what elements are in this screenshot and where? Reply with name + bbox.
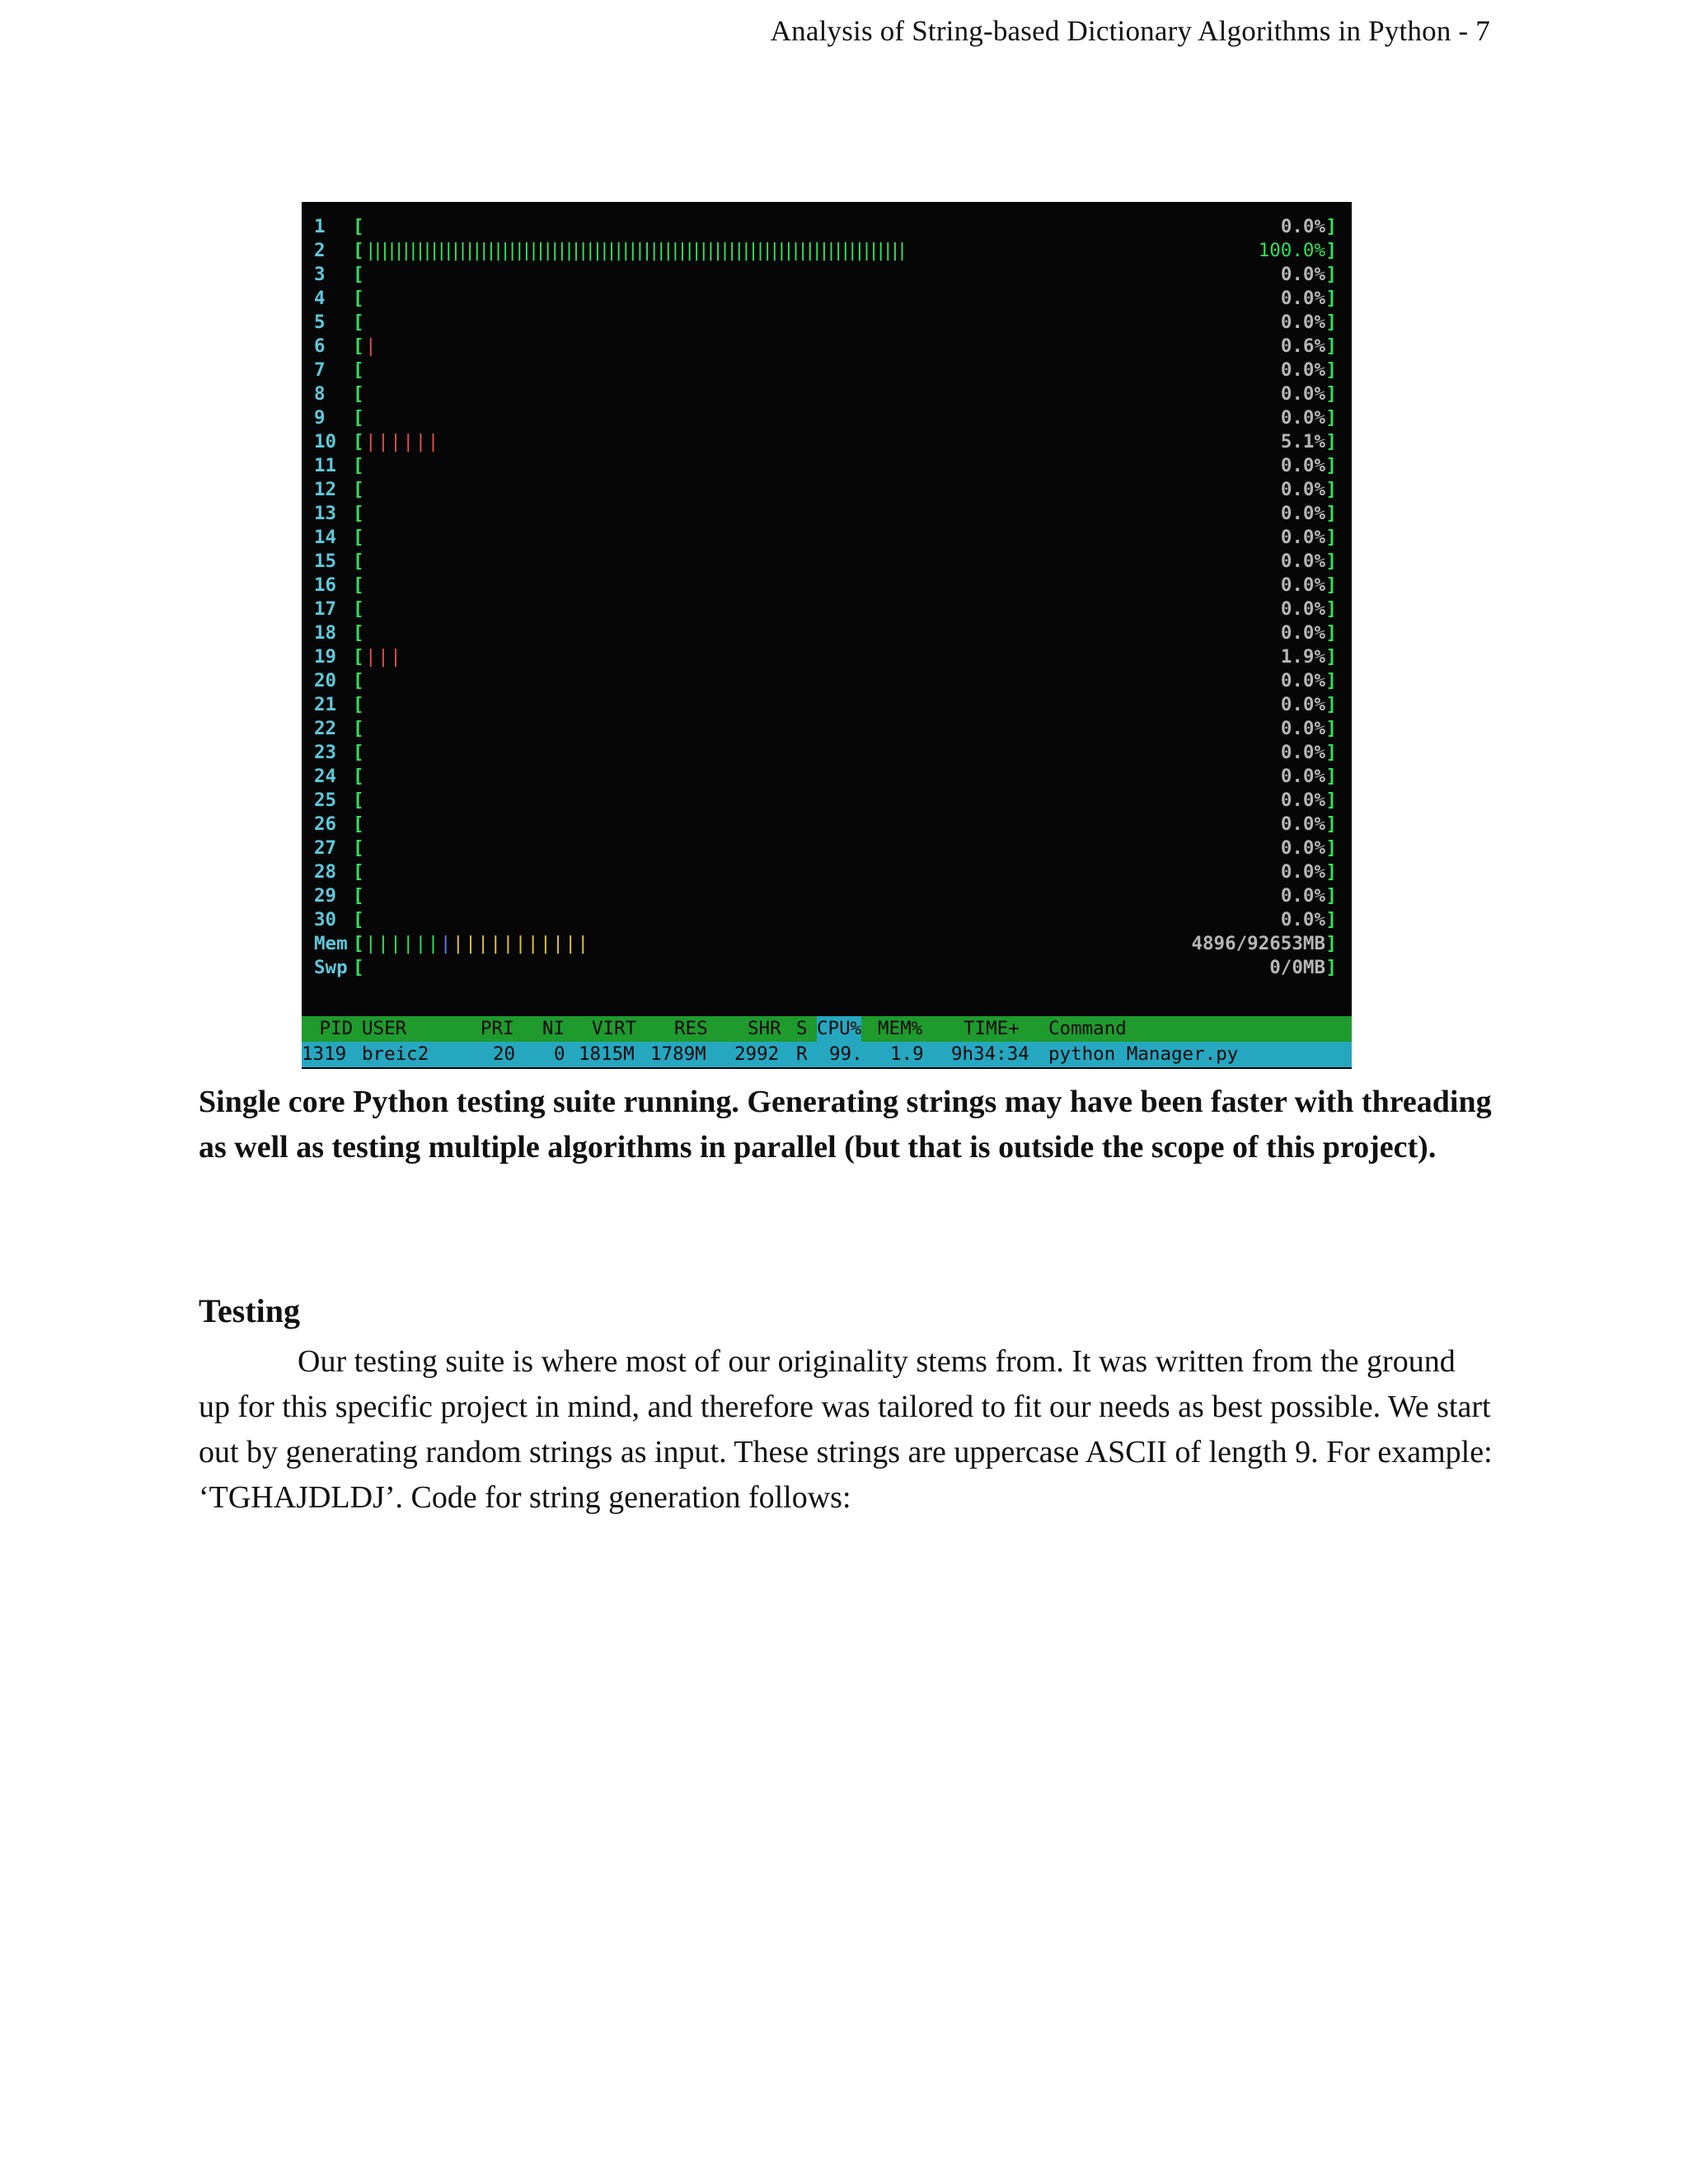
meter-open-bracket: [ <box>353 742 364 763</box>
section-title: Testing <box>199 1292 301 1329</box>
process-cpu: 99. <box>829 1043 863 1065</box>
process-command: python Manager.py <box>1048 1043 1239 1065</box>
cpu-meter-value: 0.0% <box>1280 455 1325 476</box>
cpu-meter-row <box>302 215 1352 239</box>
cpu-meter-value: 0.0% <box>1280 909 1325 930</box>
cpu-meter-value: 1.9% <box>1280 646 1325 668</box>
cpu-meter-row <box>302 359 1352 382</box>
meter-close-bracket: ] <box>1325 766 1337 787</box>
column-virt: VIRT <box>592 1018 637 1039</box>
cpu-meter-label: 17 <box>314 598 337 620</box>
meter-close-bracket: ] <box>1325 718 1337 739</box>
meter-open-bracket: [ <box>353 694 364 715</box>
swap-meter <box>302 956 1352 980</box>
cpu-meter-row <box>302 741 1352 765</box>
meter-open-bracket: [ <box>353 240 364 261</box>
meter-open-bracket: [ <box>353 766 364 787</box>
cpu-meter-label: 2 <box>314 240 326 261</box>
memory-meter-value: 4896/92653MB <box>1191 933 1325 954</box>
cpu-meter-row <box>302 765 1352 789</box>
meter-open-bracket: [ <box>353 622 364 644</box>
column-shr: SHR <box>748 1018 781 1039</box>
figure-caption: Single core Python testing suite running. Generating strings may have been faster with threading as well as testing multiple algorithms in parallel (but that is outside the scope of this project). <box>199 1085 1492 1165</box>
meter-open-bracket: [ <box>353 957 364 978</box>
cpu-meter-value: 0.0% <box>1280 288 1325 309</box>
column-time: TIME+ <box>964 1018 1020 1039</box>
meter-open-bracket: [ <box>353 335 364 357</box>
meter-close-bracket: ] <box>1325 335 1337 357</box>
meter-close-bracket: ] <box>1325 407 1337 429</box>
cpu-meter-row <box>302 382 1352 406</box>
cpu-meter-row <box>302 550 1352 574</box>
meter-close-bracket: ] <box>1325 455 1337 476</box>
cpu-meter-value: 0.0% <box>1280 574 1325 596</box>
meter-open-bracket: [ <box>353 264 364 285</box>
meter-open-bracket: [ <box>353 790 364 811</box>
cpu-meter-value: 0.0% <box>1280 527 1325 548</box>
meter-close-bracket: ] <box>1325 551 1337 572</box>
cpu-meter-label: 25 <box>314 790 337 811</box>
meter-close-bracket: ] <box>1325 622 1337 644</box>
meter-open-bracket: [ <box>353 503 364 524</box>
cpu-meter-value: 0.0% <box>1280 407 1325 429</box>
cpu-meter-row <box>302 669 1352 693</box>
body-paragraph: Our testing suite is where most of our originality stems from. It was written from the ground up for this specific project in mind, and therefore was tailored to fit our needs as best possible. We start out by generating random strings as input. These strings are uppercase ASCII of length 9. For example: ‘TGHAJDLDJ’. Code for string generation follows: <box>199 1344 1493 1515</box>
cpu-meter-bars: |||||| <box>365 431 440 452</box>
meter-open-bracket: [ <box>353 909 364 930</box>
meter-close-bracket: ] <box>1325 479 1337 500</box>
process-user: breic2 <box>362 1043 429 1065</box>
meter-close-bracket: ] <box>1325 264 1337 285</box>
meter-open-bracket: [ <box>353 551 364 572</box>
cpu-meter-row <box>302 574 1352 598</box>
meter-close-bracket: ] <box>1325 240 1337 261</box>
meter-open-bracket: [ <box>353 813 364 835</box>
cpu-meter-value: 0.0% <box>1280 790 1325 811</box>
cpu-meter-row <box>302 598 1352 621</box>
cpu-meter-label: 6 <box>314 335 326 357</box>
meter-close-bracket: ] <box>1325 598 1337 620</box>
memory-meter-label: Mem <box>314 933 348 954</box>
meter-open-bracket: [ <box>353 670 364 691</box>
cpu-meter-row <box>302 645 1352 669</box>
cpu-meter-value: 0.0% <box>1280 598 1325 620</box>
cpu-meter-row <box>302 908 1352 932</box>
cpu-meter-value: 0.0% <box>1280 622 1325 644</box>
cpu-meter-bars: | <box>365 335 378 357</box>
process-shr: 2992 <box>734 1043 780 1065</box>
meter-close-bracket: ] <box>1325 574 1337 596</box>
cpu-meter-value: 0.0% <box>1280 479 1325 500</box>
meter-open-bracket: [ <box>353 718 364 739</box>
meter-close-bracket: ] <box>1325 670 1337 691</box>
meter-close-bracket: ] <box>1325 312 1337 333</box>
cpu-meter-value: 0.6% <box>1280 335 1325 357</box>
meter-open-bracket: [ <box>353 646 364 668</box>
memory-bar-segment: ||||||||||| <box>452 933 590 954</box>
column-res: RES <box>674 1018 708 1039</box>
meter-close-bracket: ] <box>1325 527 1337 548</box>
cpu-meter-row <box>302 789 1352 813</box>
process-time: 9h34:34 <box>951 1043 1029 1065</box>
cpu-meter-label: 29 <box>314 885 337 907</box>
cpu-meter-row <box>302 837 1352 860</box>
meter-close-bracket: ] <box>1325 288 1337 309</box>
column-ni: NI <box>542 1018 565 1039</box>
meter-close-bracket: ] <box>1325 837 1337 859</box>
cpu-meter-row <box>302 478 1352 502</box>
meter-open-bracket: [ <box>353 216 364 237</box>
meter-close-bracket: ] <box>1325 861 1337 883</box>
column-user: USER <box>362 1018 407 1039</box>
cpu-meter-row <box>302 311 1352 335</box>
meter-open-bracket: [ <box>353 407 364 429</box>
cpu-meter-value: 0.0% <box>1280 216 1325 237</box>
cpu-meter-bars: |||||||||||||||||||||||||||||||||||||||||||||||||||||||||||||||||||||||||||| <box>365 240 904 261</box>
meter-close-bracket: ] <box>1325 216 1337 237</box>
cpu-meter-label: 11 <box>314 455 337 476</box>
meter-close-bracket: ] <box>1325 933 1337 954</box>
cpu-meter-row <box>302 430 1352 454</box>
cpu-meter-value: 0.0% <box>1280 885 1325 907</box>
process-state: R <box>796 1043 808 1065</box>
cpu-meter-row <box>302 526 1352 550</box>
meter-close-bracket: ] <box>1325 431 1337 452</box>
cpu-meter-label: 13 <box>314 503 337 524</box>
cpu-meter-value: 0.0% <box>1280 837 1325 859</box>
cpu-meter-label: 8 <box>314 383 326 405</box>
cpu-meter-value: 0.0% <box>1280 766 1325 787</box>
meter-close-bracket: ] <box>1325 742 1337 763</box>
cpu-meter-value: 5.1% <box>1280 431 1325 452</box>
cpu-meter-row <box>302 860 1352 884</box>
meter-close-bracket: ] <box>1325 646 1337 668</box>
meter-close-bracket: ] <box>1325 503 1337 524</box>
meter-close-bracket: ] <box>1325 359 1337 381</box>
cpu-meter-label: 14 <box>314 527 337 548</box>
cpu-meter-value: 100.0% <box>1258 240 1325 261</box>
cpu-meter-label: 19 <box>314 646 337 668</box>
cpu-meter-row <box>302 621 1352 645</box>
memory-meter-bars <box>365 932 590 956</box>
cpu-meter-label: 28 <box>314 861 337 883</box>
cpu-meter-bars: ||| <box>365 646 403 668</box>
meter-open-bracket: [ <box>353 359 364 381</box>
meter-close-bracket: ] <box>1325 383 1337 405</box>
cpu-meter-label: 15 <box>314 551 337 572</box>
cpu-meter-value: 0.0% <box>1280 264 1325 285</box>
meter-open-bracket: [ <box>353 527 364 548</box>
column-cpu: CPU% <box>817 1016 861 1042</box>
column-pid: PID <box>308 1018 354 1039</box>
cpu-meter-label: 5 <box>314 312 326 333</box>
cpu-meter-label: 30 <box>314 909 337 930</box>
memory-meter <box>302 932 1352 956</box>
cpu-meter-label: 26 <box>314 813 337 835</box>
meter-open-bracket: [ <box>353 574 364 596</box>
column-pri: PRI <box>481 1018 514 1039</box>
cpu-meter-value: 0.0% <box>1280 312 1325 333</box>
meter-open-bracket: [ <box>353 479 364 500</box>
cpu-meter-row <box>302 813 1352 837</box>
cpu-meter-label: 27 <box>314 837 337 859</box>
cpu-meter-label: 9 <box>314 407 326 429</box>
meter-open-bracket: [ <box>353 455 364 476</box>
cpu-meter-label: 1 <box>314 216 326 237</box>
cpu-meter-value: 0.0% <box>1280 694 1325 715</box>
meter-open-bracket: [ <box>353 312 364 333</box>
process-ni: 0 <box>554 1043 565 1065</box>
cpu-meter-value: 0.0% <box>1280 551 1325 572</box>
cpu-meter-value: 0.0% <box>1280 359 1325 381</box>
meter-close-bracket: ] <box>1325 885 1337 907</box>
column-command: Command <box>1048 1018 1127 1039</box>
cpu-meter-row <box>302 335 1352 359</box>
cpu-meter-value: 0.0% <box>1280 383 1325 405</box>
process-mem: 1.9 <box>890 1043 924 1065</box>
column-state: S <box>796 1018 808 1039</box>
cpu-meter-label: 10 <box>314 431 337 452</box>
memory-bar-segment: | <box>439 933 453 954</box>
meter-open-bracket: [ <box>353 431 364 452</box>
cpu-meter-row <box>302 263 1352 287</box>
cpu-meter-row <box>302 406 1352 430</box>
cpu-meter-label: 22 <box>314 718 337 739</box>
swap-meter-label: Swp <box>314 957 348 978</box>
process-pri: 20 <box>493 1043 516 1065</box>
process-virt: 1815M <box>579 1043 635 1065</box>
process-row[interactable] <box>302 1042 1352 1067</box>
cpu-meter-row <box>302 693 1352 717</box>
cpu-meter-label: 20 <box>314 670 337 691</box>
cpu-meter-value: 0.0% <box>1280 813 1325 835</box>
cpu-meter-label: 3 <box>314 264 326 285</box>
meter-open-bracket: [ <box>353 861 364 883</box>
meter-open-bracket: [ <box>353 885 364 907</box>
meter-close-bracket: ] <box>1325 694 1337 715</box>
process-res: 1789M <box>650 1043 706 1065</box>
process-pid: 1319 <box>302 1043 347 1065</box>
process-table-header <box>302 1016 1352 1042</box>
meter-open-bracket: [ <box>353 598 364 620</box>
cpu-meter-row <box>302 502 1352 526</box>
swap-meter-value: 0/0MB <box>1269 957 1325 978</box>
cpu-meter-label: 21 <box>314 694 337 715</box>
cpu-meter-value: 0.0% <box>1280 503 1325 524</box>
cpu-meter-value: 0.0% <box>1280 742 1325 763</box>
cpu-meter-label: 4 <box>314 288 326 309</box>
htop-screenshot <box>302 202 1352 1069</box>
cpu-meter-row <box>302 287 1352 311</box>
cpu-meter-row <box>302 239 1352 263</box>
meter-open-bracket: [ <box>353 933 364 954</box>
column-mem: MEM% <box>878 1018 923 1039</box>
meter-close-bracket: ] <box>1325 909 1337 930</box>
cpu-meter-value: 0.0% <box>1280 861 1325 883</box>
meter-close-bracket: ] <box>1325 813 1337 835</box>
meter-open-bracket: [ <box>353 383 364 405</box>
cpu-meter-label: 12 <box>314 479 337 500</box>
cpu-meter-row <box>302 884 1352 908</box>
cpu-meter-label: 24 <box>314 766 337 787</box>
cpu-meter-row <box>302 454 1352 478</box>
meter-close-bracket: ] <box>1325 957 1337 978</box>
memory-bar-segment: |||||| <box>365 933 440 954</box>
cpu-meter-label: 18 <box>314 622 337 644</box>
cpu-meter-value: 0.0% <box>1280 718 1325 739</box>
meter-close-bracket: ] <box>1325 790 1337 811</box>
cpu-meter-value: 0.0% <box>1280 670 1325 691</box>
cpu-meter-label: 16 <box>314 574 337 596</box>
cpu-meter-label: 23 <box>314 742 337 763</box>
meter-open-bracket: [ <box>353 837 364 859</box>
running-head: Analysis of String-based Dictionary Algorithms in Python - 7 <box>770 15 1490 47</box>
cpu-meter-row <box>302 717 1352 741</box>
meter-open-bracket: [ <box>353 288 364 309</box>
cpu-meter-label: 7 <box>314 359 326 381</box>
